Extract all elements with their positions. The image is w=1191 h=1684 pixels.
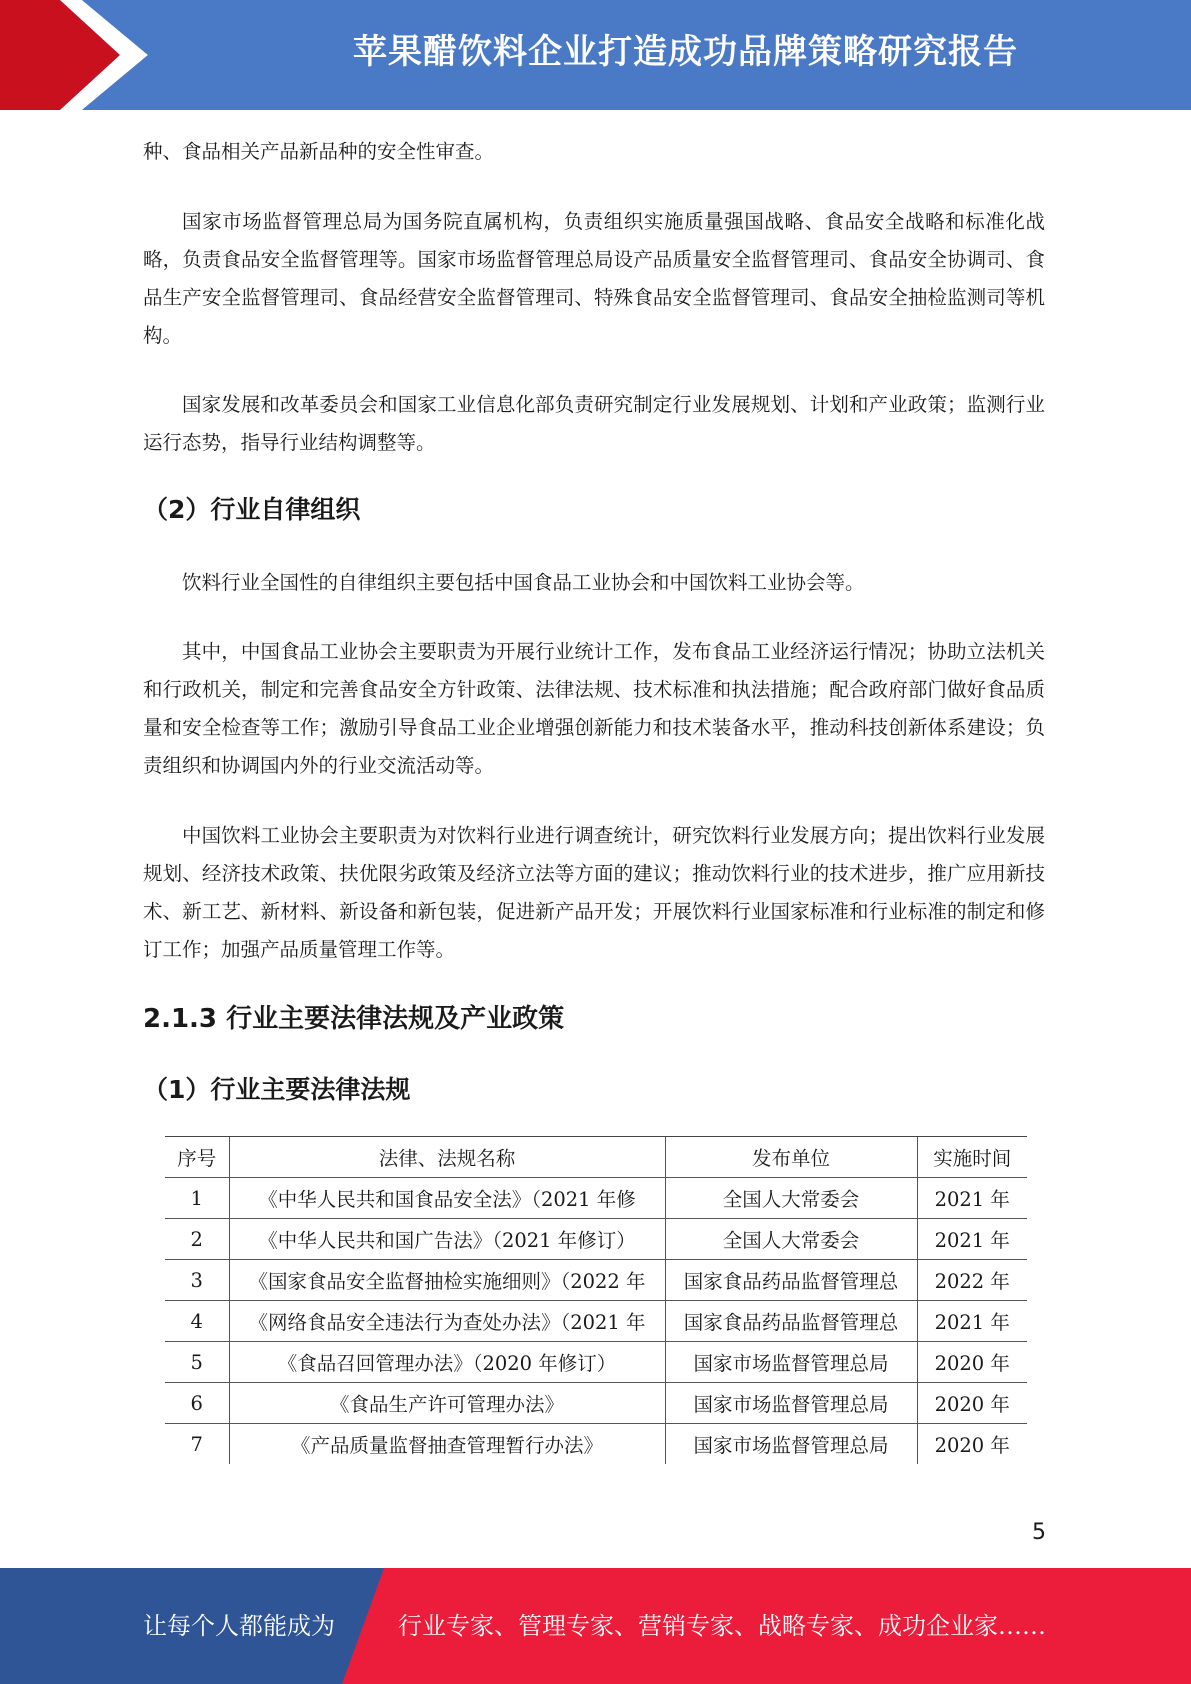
laws-table [165,1136,1027,1464]
table-row [165,1383,1027,1424]
table-cell: 《中华人民共和国广告法》（2021 年修订） [229,1219,665,1260]
table-cell: 国家市场监督管理总局 [665,1424,917,1465]
table-row [165,1301,1027,1342]
header-banner [0,0,1191,110]
table-row [165,1260,1027,1301]
table-cell: 3 [165,1260,229,1301]
paragraph: 种、食品相关产品新品种的安全性审查。 [143,140,495,163]
footer-slogan-right: 行业专家、管理专家、营销专家、战略专家、成功企业家…… [398,1612,1046,1640]
table-cell: 6 [165,1383,229,1424]
table-cell: 《国家食品安全监督抽检实施细则》（2022 年 [229,1260,665,1301]
footer-banner [0,1568,1191,1684]
table-cell: 2021 年 [917,1301,1027,1342]
table-header-cell: 发布单位 [665,1137,917,1178]
paragraph: 其中，中国食品工业协会主要职责为开展行业统计工作，发布食品工业经济运行情况；协助立法机关和行政机关，制定和完善食品安全方针政策、法律法规、技术标准和执法措施；配合政府部门做好食品质量和安全检查等工作；激励引导食品工业企业增强创新能力和技术装备水平，推动科技创新体系建设；负责组织和协调国内外的行业交流活动等。 [143,640,1045,777]
table-cell: 国家市场监督管理总局 [665,1383,917,1424]
table-cell: 2 [165,1219,229,1260]
section-heading: 2.1.3 行业主要法律法规及产业政策 [143,1004,565,1034]
paragraph: 国家发展和改革委员会和国家工业信息化部负责研究制定行业发展规划、计划和产业政策；监测行业运行态势，指导行业结构调整等。 [143,393,1045,454]
table-cell: 2021 年 [917,1219,1027,1260]
table-header-cell: 实施时间 [917,1137,1027,1178]
table-header-cell: 序号 [165,1137,229,1178]
table-cell: 7 [165,1424,229,1465]
table-cell: 全国人大常委会 [665,1219,917,1260]
table-cell: 全国人大常委会 [665,1178,917,1219]
table-cell: 4 [165,1301,229,1342]
table-cell: 《食品召回管理办法》（2020 年修订） [229,1342,665,1383]
table-cell: 1 [165,1178,229,1219]
section-heading: （1）行业主要法律法规 [143,1075,411,1104]
table-row [165,1424,1027,1465]
section-heading: （2）行业自律组织 [143,495,361,524]
table-row [165,1342,1027,1383]
table-cell: 《网络食品安全违法行为查处办法》（2021 年 [229,1301,665,1342]
table-cell: 《中华人民共和国食品安全法》（2021 年修 [229,1178,665,1219]
table-header-row [165,1137,1027,1178]
table-cell: 2020 年 [917,1424,1027,1465]
table-cell: 2020 年 [917,1383,1027,1424]
paragraph: 国家市场监督管理总局为国务院直属机构，负责组织实施质量强国战略、食品安全战略和标准化战略，负责食品安全监督管理等。国家市场监督管理总局设产品质量安全监督管理司、食品安全协调司、食品生产安全监督管理司、食品经营安全监督管理司、特殊食品安全监督管理司、食品安全抽检监测司等机构。 [143,210,1045,347]
table-cell: 《食品生产许可管理办法》 [229,1383,665,1424]
table-cell: 国家食品药品监督管理总 [665,1260,917,1301]
paragraph: 饮料行业全国性的自律组织主要包括中国食品工业协会和中国饮料工业协会等。 [182,571,865,594]
page-number: 5 [1032,1520,1046,1545]
table-cell: 2021 年 [917,1178,1027,1219]
table-cell: 国家市场监督管理总局 [665,1342,917,1383]
table-cell: 国家食品药品监督管理总 [665,1301,917,1342]
table-row [165,1219,1027,1260]
table-row [165,1178,1027,1219]
table-cell: 2020 年 [917,1342,1027,1383]
table-header-cell: 法律、法规名称 [229,1137,665,1178]
table-cell: 2022 年 [917,1260,1027,1301]
table-cell: 5 [165,1342,229,1383]
document-title: 苹果醋饮料企业打造成功品牌策略研究报告 [353,32,1018,72]
paragraph: 中国饮料工业协会主要职责为对饮料行业进行调查统计，研究饮料行业发展方向；提出饮料行业发展规划、经济技术政策、扶优限劣政策及经济立法等方面的建议；推动饮料行业的技术进步，推广应用新技术、新工艺、新材料、新设备和新包装，促进新产品开发；开展饮料行业国家标准和行业标准的制定和修订工作；加强产品质量管理工作等。 [143,824,1045,961]
table-cell: 《产品质量监督抽查管理暂行办法》 [229,1424,665,1465]
footer-slogan-left: 让每个人都能成为 [143,1612,335,1640]
